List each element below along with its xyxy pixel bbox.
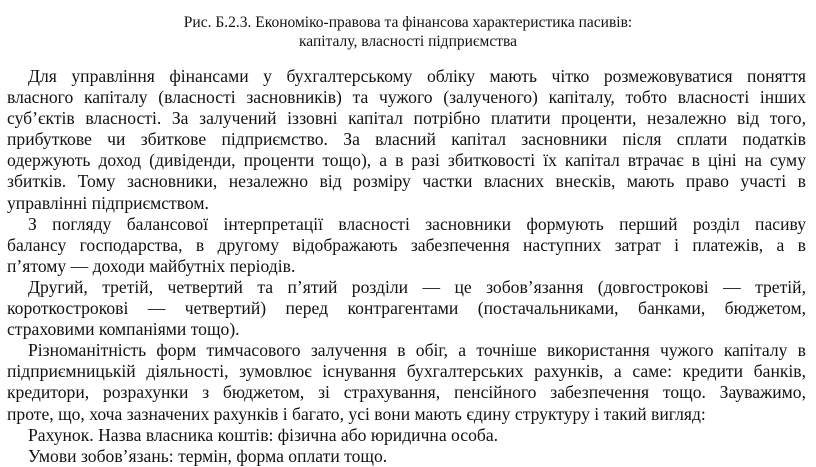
text-line: одержують доход (дивіденди, проценти тощо), а в разі збитковості їх капітал втрачає в ціні на суму	[7, 150, 806, 171]
text-line: балансу господарства, в другому відображають забезпечення наступних затрат і платежів, а в	[7, 234, 806, 255]
text-line: Різноманітність форм тимчасового залучення в обіг, а точніше використання чужого капіталу в	[28, 340, 806, 361]
text-line: кредитори, розрахунки з бюджетом, зі страхування, пенсійного забезпечення тощо. Зауважимо,	[7, 382, 806, 403]
text-line: короткострокові — четвертий) перед контрагентами (постачальниками, банками, бюджетом,	[7, 298, 806, 319]
figure-caption	[0, 13, 816, 51]
paragraph-3	[7, 277, 806, 340]
text-line: З погляду балансової інтерпретації власності засновники формують перший розділ пасиву	[28, 213, 806, 234]
text-line: збитків. Тому засновники, незалежно від розміру частки власних внесків, мають право участі в	[7, 171, 806, 192]
text-line: проте, що, хоча зазначених рахунків і багато, усі вони мають єдину структуру і такий вигляд:	[7, 403, 706, 424]
text-line: суб’єктів власності. За залучений іззовні капітал потрібно платити проценти, незалежно від того,	[7, 108, 806, 129]
caption-line-2: капіталу, власності підприємства	[298, 33, 518, 50]
text-line: Для управління фінансами у бухгалтерському обліку мають чітко розмежовуватися поняття	[28, 66, 806, 86]
paragraph-4	[7, 340, 806, 424]
paragraph-5	[7, 425, 806, 446]
paragraph-2	[7, 214, 806, 277]
text-line: Другий, третій, четвертий та п’ятий розділи — це зобов’язання (довгострокові — третій,	[28, 276, 806, 297]
paragraph-6	[7, 446, 806, 467]
text-line: прибуткове чи збиткове підприємство. За власний капітал засновники після сплати податків	[7, 129, 806, 150]
text-line: п’ятому — доходи майбутніх періодів.	[7, 255, 296, 276]
document-body	[7, 66, 806, 467]
text-line: управлінні підприємством.	[7, 192, 209, 213]
text-line: підприємницькій діяльності, зумовлює існування бухгалтерських рахунків, а саме: кредити банків,	[7, 361, 806, 382]
text-line: страховими компаніями тощо).	[7, 319, 240, 340]
caption-line-1: Рис. Б.2.3. Економіко-правова та фінансова характеристика пасивів:	[183, 14, 633, 31]
text-line: власного капіталу (власності засновників) та чужого (залученого) капіталу, тобто власності інших	[7, 87, 806, 108]
text-line: Умови зобов’язань: термін, форма оплати тощо.	[28, 445, 388, 466]
paragraph-1	[7, 66, 806, 214]
text-line: Рахунок. Назва власника коштів: фізична або юридична особа.	[28, 424, 499, 445]
